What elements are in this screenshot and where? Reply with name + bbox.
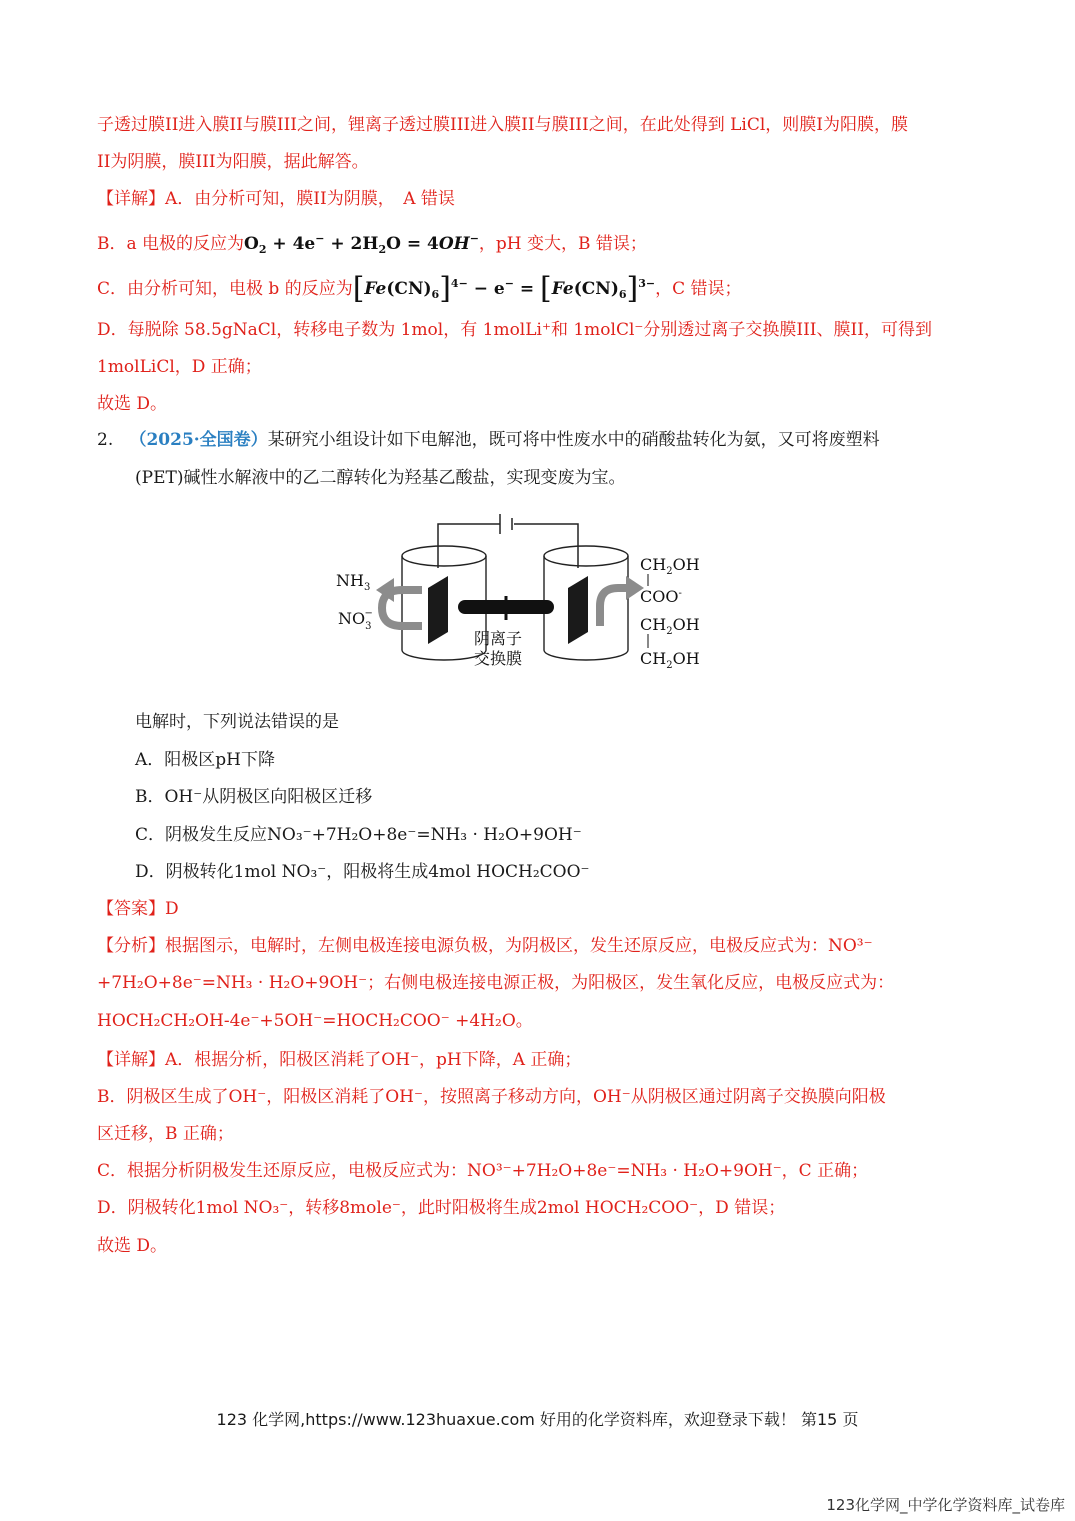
label-ch2oh-1: $CH_2OH$ <box>640 555 700 577</box>
detail-d-line-1: D．每脱除 58.5gNaCl，转移电子数为 1mol，有 1molLi⁺和 1molCl⁻分别透过离子交换膜III、膜II，可得到 <box>97 320 932 340</box>
label-no3: $NO_3-$ <box>338 608 373 632</box>
membrane-label-1: 阴离子 <box>474 629 523 648</box>
detail-2a <box>97 1048 997 1072</box>
analysis-tag: 【分析】 <box>97 936 165 956</box>
detail-d-line-2: 1molLiCl，D 正确； <box>97 357 262 377</box>
analysis-a1 <box>97 934 997 958</box>
analysis-a1-text: 根据图示，电解时，左侧电极连接电源负极，为阴极区，发生还原反应，电极反应式为：NO³⁻ <box>165 936 873 956</box>
detail-2-tag: 【详解】 <box>97 1050 165 1070</box>
left-electrode <box>428 576 448 644</box>
detail-2d: D．阴极转化1mol NO₃⁻，转移8mole⁻，此时阳极将生成2mol HOCH₂COO⁻，D 错误； <box>97 1198 786 1218</box>
page-footer: 123 化学网,https://www.123huaxue.com 好用的化学资料库，欢迎登录下载！ 第15 页 <box>216 1410 859 1429</box>
option-a: A．阳极区pH下降 <box>135 750 275 770</box>
detail-2c: C．根据分析阴极发生还原反应，电极反应式为：NO³⁻+7H₂O+8e⁻=NH₃ · H₂O+9OH⁻，C 正确； <box>97 1161 869 1181</box>
detail-a-text: A．由分析可知，膜II为阴膜， A 错误 <box>165 189 455 209</box>
analysis-a3: HOCH₂CH₂OH-4e⁻+5OH⁻=HOCH₂COO⁻ +4H₂O。 <box>97 1011 533 1031</box>
right-arrow <box>600 588 628 626</box>
equation-c: $[Fe(CN)_6]^{4-} - e^- = [Fe(CN)_6]^{3-}$ <box>352 271 656 306</box>
question-2-line-1 <box>97 428 997 452</box>
detail-tag: 【详解】 <box>97 189 165 209</box>
detail-c-suffix: ，C 错误； <box>655 279 742 299</box>
detail-c-prefix: C．由分析可知，电极 b 的反应为 <box>97 279 353 299</box>
detail-b <box>97 227 997 262</box>
detail-a <box>97 187 997 211</box>
answer-value: D <box>165 899 179 919</box>
detail-2a-text: A．根据分析，阳极区消耗了OH⁻，pH下降，A 正确； <box>165 1050 582 1070</box>
detail-b-suffix: ，pH 变大，B 错误； <box>478 234 647 254</box>
question-2-line-2: (PET)碱性水解液中的乙二醇转化为羟基乙酸盐，实现变废为宝。 <box>135 468 626 488</box>
detail-b-prefix: B．a 电极的反应为 <box>97 234 245 254</box>
label-nh3: $NH_3$ <box>336 571 371 593</box>
question-stem: 电解时，下列说法错误的是 <box>135 712 339 732</box>
answer-tag: 【答案】 <box>97 899 165 919</box>
option-b: B．OH⁻从阴极区向阳极区迁移 <box>135 787 373 807</box>
answer-line <box>97 897 997 921</box>
question-source: （2025·全国卷） <box>129 430 268 450</box>
question-text: 某研究小组设计如下电解池，既可将中性废水中的硝酸盐转化为氨，又可将废塑料 <box>267 430 880 450</box>
detail-c <box>97 272 997 307</box>
membrane-label-2: 交换膜 <box>474 649 523 668</box>
equation-b: $O_2 + 4e^- + 2H_2O = 4OH^-$ <box>244 232 479 256</box>
detail-2b-line-1: B．阴极区生成了OH⁻，阳极区消耗了OH⁻，按照离子移动方向，OH⁻从阴极区通过阴离子交换膜向阳极 <box>97 1087 886 1107</box>
option-c: C．阴极发生反应NO₃⁻+7H₂O+8e⁻=NH₃ · H₂O+9OH⁻ <box>135 825 582 845</box>
choose-line: 故选 D。 <box>97 394 168 414</box>
label-coo: COO- <box>640 587 682 606</box>
detail-2b-line-2: 区迁移，B 正确； <box>97 1124 234 1144</box>
choose-line-2: 故选 D。 <box>97 1236 168 1256</box>
right-electrode <box>568 576 588 644</box>
analysis-line-2: II为阴膜，膜III为阳膜，据此解答。 <box>97 152 369 172</box>
label-ch2oh-3: $CH_2OH$ <box>640 649 700 671</box>
corner-watermark: 123化学网_中学化学资料库_试卷库 <box>826 1496 1065 1514</box>
electrolysis-diagram <box>330 508 710 678</box>
question-number: 2. <box>97 430 114 450</box>
analysis-line-1: 子透过膜II进入膜II与膜III之间，锂离子透过膜III进入膜II与膜III之间，在此处得到 LiCl，则膜I为阳膜，膜 <box>97 115 909 135</box>
option-d: D．阴极转化1mol NO₃⁻，阳极将生成4mol HOCH₂COO⁻ <box>135 862 590 882</box>
label-ch2oh-2: $CH_2OH$ <box>640 615 700 637</box>
analysis-a2: +7H₂O+8e⁻=NH₃ · H₂O+9OH⁻；右侧电极连接电源正极，为阳极区，发生氧化反应，电极反应式为： <box>97 973 895 993</box>
